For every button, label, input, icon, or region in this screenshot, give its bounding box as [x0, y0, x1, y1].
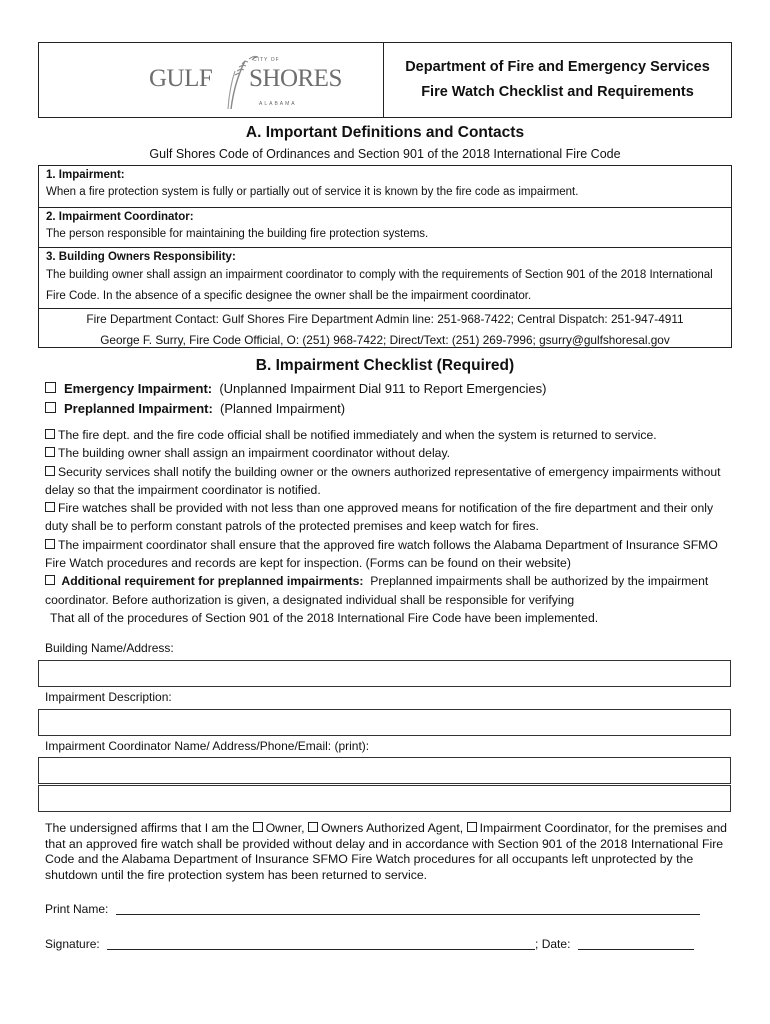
authorized-agent-option: Owners Authorized Agent,	[320, 821, 464, 835]
section-a-subtitle: Gulf Shores Code of Ordinances and Section 901 of the 2018 International Fire Code	[149, 147, 621, 161]
requirement-item: The fire dept. and the fire code official shall be notified immediately and when the system is returned to service.	[45, 426, 735, 444]
definition-coordinator	[39, 208, 731, 248]
impairment-description-field[interactable]	[38, 709, 731, 736]
signature-label: Signature:	[45, 937, 100, 951]
requirement-checkbox[interactable]	[45, 447, 55, 457]
signature-field[interactable]	[107, 937, 535, 950]
coordinator-info-field-2[interactable]	[38, 785, 731, 812]
definition-head: 3. Building Owners Responsibility:	[46, 251, 236, 263]
additional-requirement-text: Preplanned impairments shall be authorized by the impairment coordinator. Before authorization is given, a designated individual shall be responsible for verifying	[45, 574, 709, 607]
building-address-field[interactable]	[38, 660, 731, 687]
contact-line-fire-dept: Fire Department Contact: Gulf Shores Fire Department Admin line: 251-968-7422; Central Dispatch: 251-947-4911	[86, 312, 684, 326]
requirement-item: Fire watches shall be provided with not less than one approved means for notification of the fire department and their only duty shall be to perform constant patrols of the protected premises and keep watch for fires.	[45, 501, 714, 534]
definition-text: When a fire protection system is fully or partially out of service it is known by the fire code as impairment.	[46, 186, 579, 198]
definition-impairment	[39, 166, 731, 208]
definition-text: The building owner shall assign an impairment coordinator to comply with the requirements of Section 901 of the 2018 International Fire Code. In the absence of a specific designee the owner shall be the impairment coordinator.	[46, 269, 713, 302]
print-name-row	[45, 902, 700, 916]
requirements-list	[45, 426, 735, 627]
emergency-impairment-checkbox[interactable]	[45, 382, 56, 393]
emergency-impairment-option[interactable]	[45, 380, 546, 398]
definition-text: The person responsible for maintaining the building fire protection systems.	[46, 228, 429, 240]
additional-requirement	[45, 572, 735, 609]
option-label: Emergency Impairment:	[64, 381, 213, 396]
logo-cell	[39, 43, 384, 117]
coordinator-info-label: Impairment Coordinator Name/ Address/Phone/Email: (print):	[45, 739, 370, 753]
requirement-checkbox[interactable]	[45, 466, 55, 476]
requirement-item: Security services shall notify the building owner or the owners authorized representative of emergency impairments without delay so that the impairment coordinator is notified.	[45, 464, 721, 497]
option-desc: (Planned Impairment)	[220, 401, 346, 416]
additional-requirement-last: That all of the procedures of Section 901 of the 2018 International Fire Code have been implemented.	[50, 610, 599, 625]
definition-head: 1. Impairment:	[46, 169, 125, 181]
requirement-checkbox[interactable]	[45, 502, 55, 512]
impairment-coordinator-option: Impairment Coordinator, for the	[479, 821, 650, 835]
section-a-title: A. Important Definitions and Contacts	[245, 124, 525, 141]
authorized-agent-checkbox[interactable]	[308, 822, 318, 832]
preplanned-impairment-checkbox[interactable]	[45, 402, 56, 413]
title-cell	[384, 43, 731, 117]
requirement-checkbox[interactable]	[45, 429, 55, 439]
print-name-label: Print Name:	[45, 902, 109, 916]
impairment-description-label: Impairment Description:	[45, 690, 172, 704]
building-address-label: Building Name/Address:	[45, 641, 174, 655]
coordinator-info-field-1[interactable]	[38, 757, 731, 784]
owner-checkbox[interactable]	[253, 822, 263, 832]
logo-city-of: CITY OF	[253, 57, 280, 63]
additional-requirement-checkbox[interactable]	[45, 575, 55, 585]
requirement-item: The building owner shall assign an impairment coordinator without delay.	[45, 444, 735, 462]
option-label: Preplanned Impairment:	[64, 401, 213, 416]
page-title-line1: Department of Fire and Emergency Services	[405, 59, 710, 75]
contact-block	[39, 309, 731, 351]
contact-line-fire-official: George F. Surry, Fire Code Official, O: (251) 968-7422; Direct/Text: (251) 269-7996; gsurry@gulfshoresal.gov	[100, 333, 670, 347]
print-name-field[interactable]	[116, 902, 700, 915]
gulf-shores-logo	[141, 53, 342, 111]
affirmation-text: The undersigned affirms that I am the Owner, Owners Authorized Agent, Impairment Coordinator, for the premises and that an approved fire watch shall be provided without delay and in accordance with Section 901 of the 2018 International Fire Code and the Alabama Department of Insurance SFMO Fire Watch procedures for all occupants left unprotected by the shutdown until the fire protection system has been returned to service.	[45, 821, 728, 882]
owner-option: Owner,	[265, 821, 305, 835]
option-desc: (Unplanned Impairment Dial 911 to Report Emergencies)	[219, 381, 547, 396]
logo-gulf: GULF	[149, 65, 213, 92]
requirement-item: The impairment coordinator shall ensure that the approved fire watch follows the Alabama Department of Insurance SFMO Fire Watch procedures and records are kept for inspection. (Forms can be found on their website)	[45, 537, 718, 571]
section-b-title: B. Impairment Checklist (Required)	[255, 357, 515, 374]
signature-row	[45, 937, 694, 951]
impairment-coordinator-checkbox[interactable]	[467, 822, 477, 832]
logo-shores: SHORES	[249, 65, 342, 92]
definition-owner-responsibility	[39, 248, 731, 309]
requirement-checkbox[interactable]	[45, 539, 55, 549]
logo-state: ALABAMA	[259, 101, 297, 107]
date-label: ; Date:	[535, 937, 571, 951]
date-field[interactable]	[578, 937, 694, 950]
affirmation-rest: premises and that an approved fire watch shall be provided without delay and in accordance with Section 901 of the 2018 International Fire Code and the Alabama Department of Insurance SFMO Fire Watch procedures for all occupants left unprotected by the shutdown until the fire protection system has been returned to service.	[45, 821, 728, 882]
page-title-line2: Fire Watch Checklist and Requirements	[421, 84, 694, 100]
definition-head: 2. Impairment Coordinator:	[46, 211, 194, 223]
definitions-box	[38, 165, 732, 348]
preplanned-impairment-option[interactable]	[45, 400, 345, 418]
header-box	[38, 42, 732, 118]
additional-requirement-head: Additional requirement for preplanned impairments:	[61, 574, 364, 589]
